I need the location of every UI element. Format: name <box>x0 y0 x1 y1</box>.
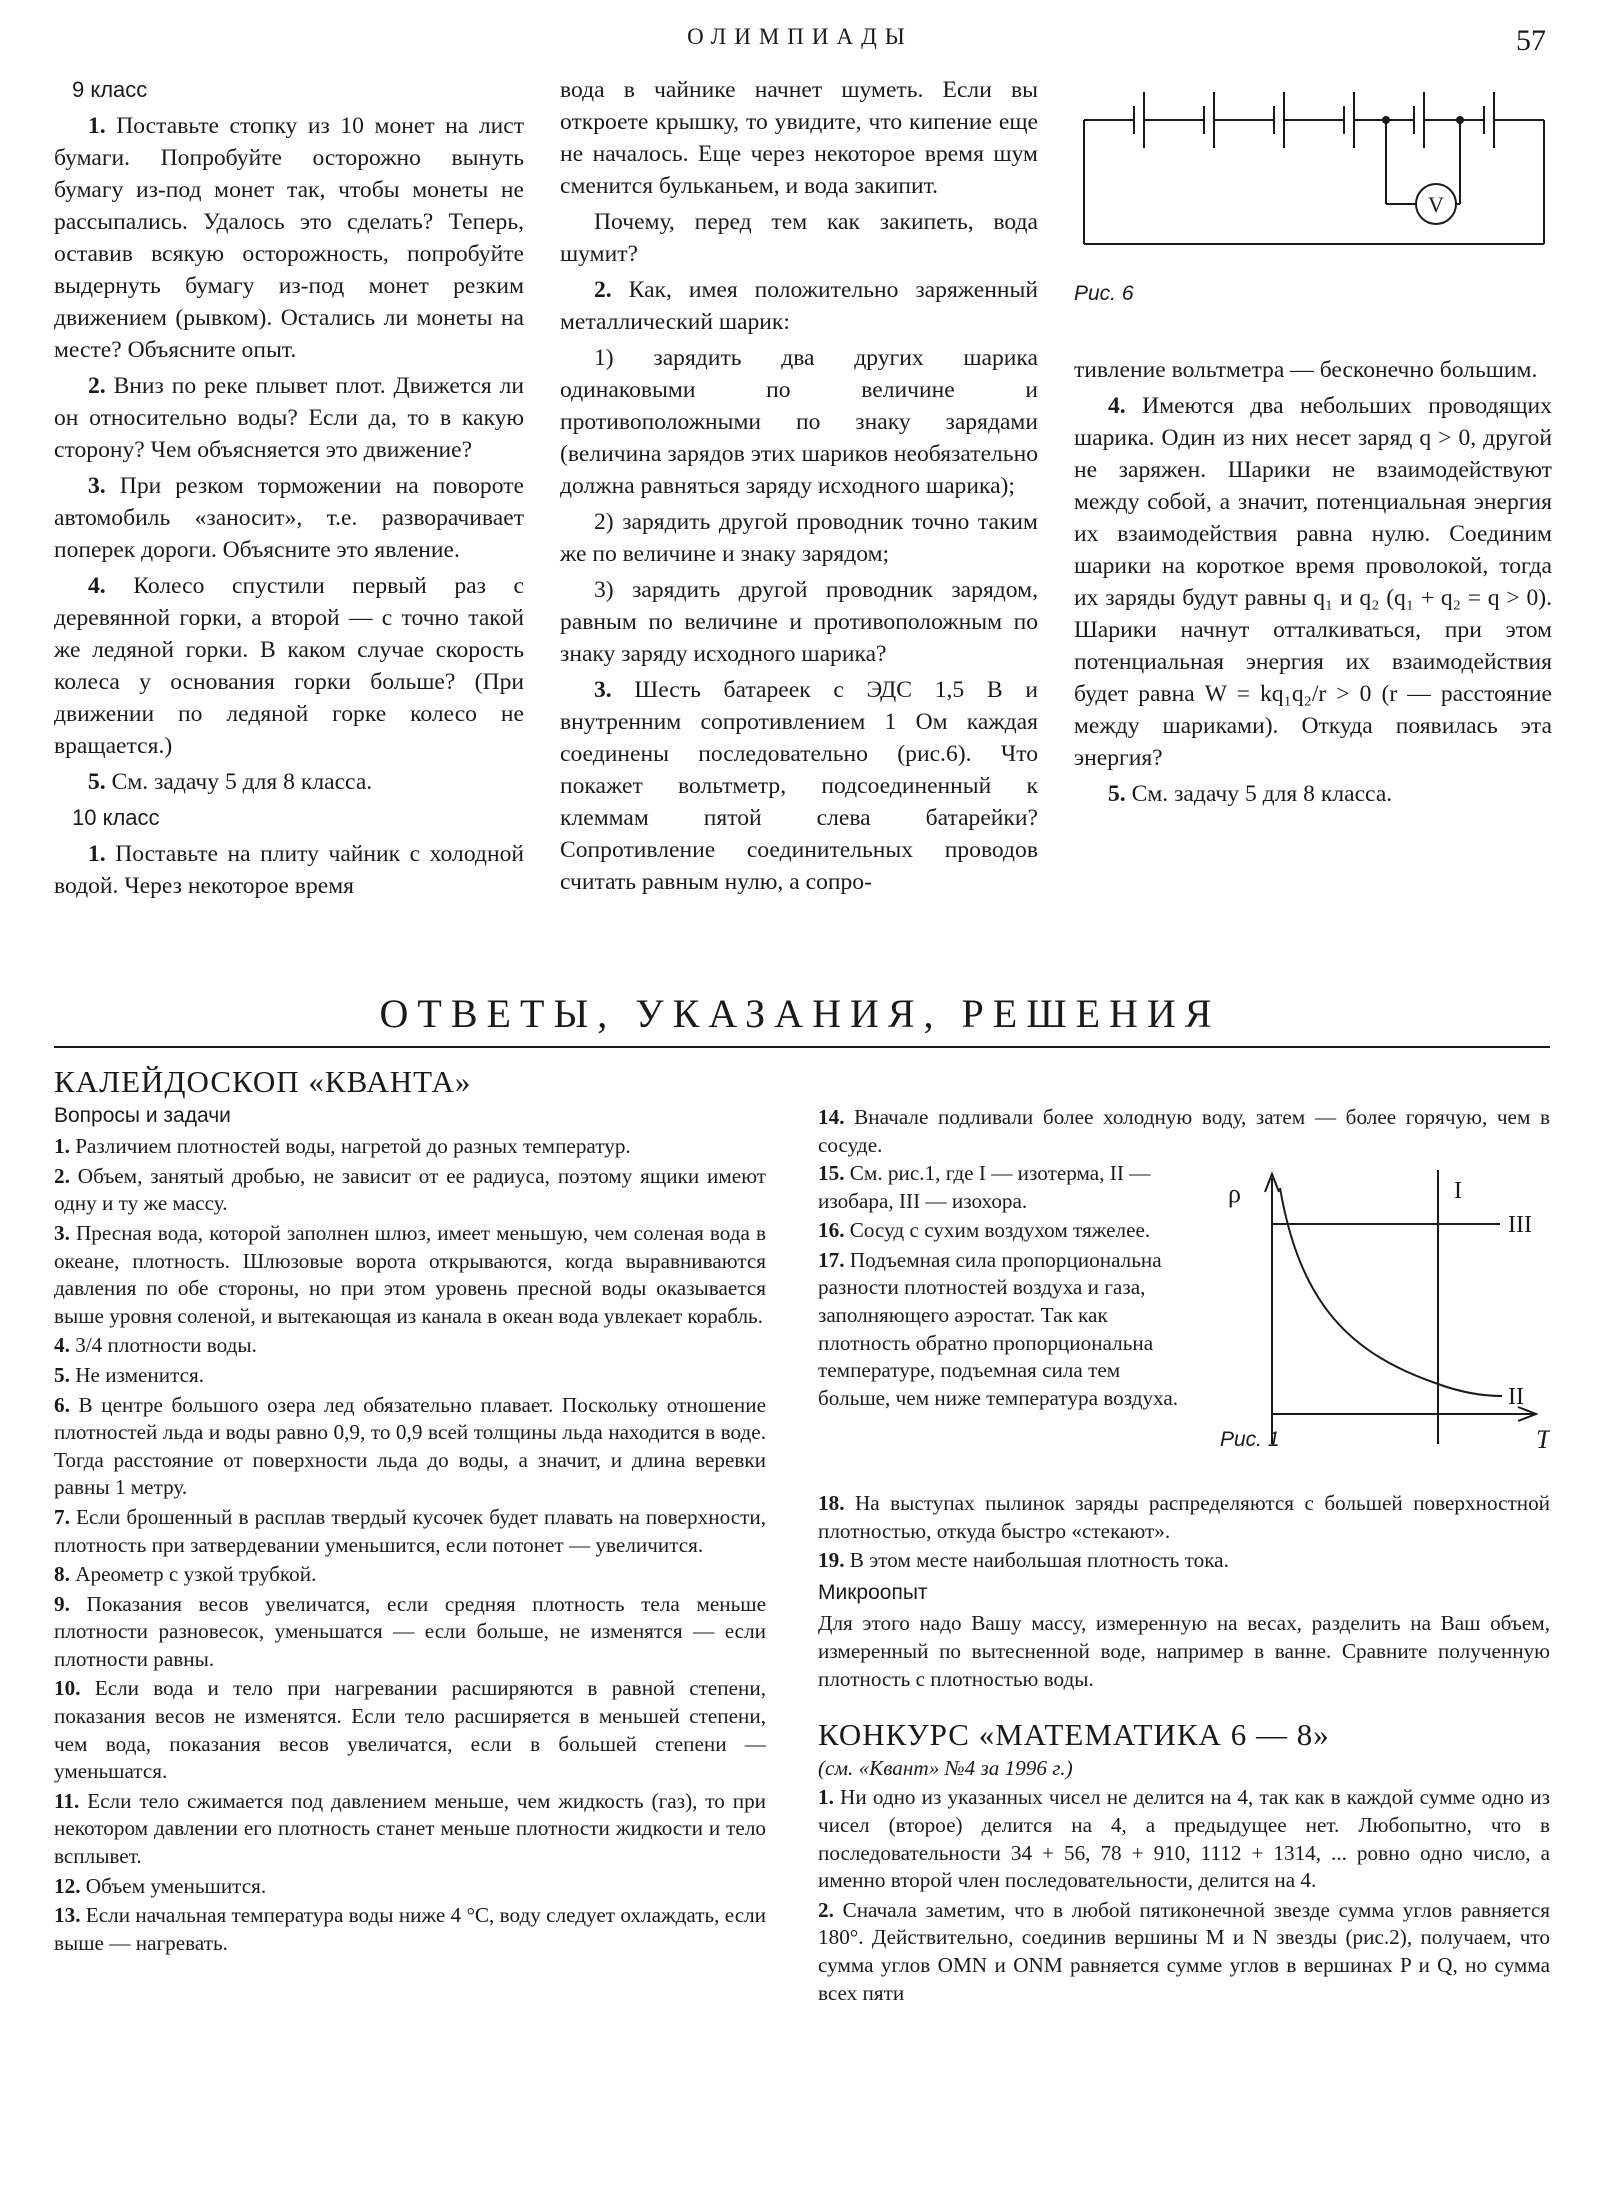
circuit-diagram <box>1074 74 1554 254</box>
problem-10-1-question: Почему, перед тем как закипеть, вода шумит? <box>560 209 1038 267</box>
answer-1: 1. Различием плотностей воды, нагретой до разных температур. <box>54 1134 631 1159</box>
figure-1-caption: Рис. 1 <box>1220 1428 1280 1451</box>
problem-9-4: 4. Колесо спустили первый раз с деревянной горки, а второй — с точно такой же ледяной горки. В каком случае скорость колеса у основания горки больше? (При движении по ледяной горке колесо не вращается.) <box>54 573 524 759</box>
voltmeter-label: V <box>1428 192 1444 217</box>
answer-6: 6. В центре большого озера лед обязательно плавает. Поскольку отношение плотностей льда и воды равно 0,9, то 0,9 всей толщины льда находится в воде. Тогда расстояние от поверхности льда до воды, а значит, и длина веревки равны 1 метру. <box>54 1392 766 1500</box>
contest-answer-2: 2. Сначала заметим, что в любой пятиконечной звезде сумма углов равняется 180°. Действительно, соединив вершины M и N звезды (рис.2), получаем, что сумма углов OMN и ONM равняется сумме углов в вершинах P и Q, но сумма всех пяти <box>818 1897 1551 2005</box>
problem-9-5: 5. См. задачу 5 для 8 класса. <box>88 769 373 795</box>
answer-4: 4. 3/4 плотности воды. <box>54 1333 257 1358</box>
answer-11: 11. Если тело сжимается под давлением меньше, чем жидкость (газ), то при некотором давлении его плотность станет меньше плотности жидкости и тело всплывет. <box>54 1788 767 1869</box>
figure-6-caption: Рис. 6 <box>1074 282 1134 305</box>
section-divider <box>54 1046 1550 1048</box>
answers-column-2-bottom <box>818 1490 1550 2009</box>
running-header: ОЛИМПИАДЫ <box>687 24 913 49</box>
kaleidoscope-title: КАЛЕЙДОСКОП «КВАНТА» <box>54 1064 472 1099</box>
problem-9-3: 3. При резком торможении на повороте автомобиль «заносит», т.е. разворачивает поперек дороги. Объясните это явление. <box>54 473 524 563</box>
curve-label-III: III <box>1508 1212 1532 1238</box>
x-axis-label: T <box>1536 1425 1550 1454</box>
answer-5: 5. Не изменится. <box>54 1362 205 1387</box>
answers-column-1 <box>54 1064 767 1959</box>
contest-reference: (см. «Квант» №4 за 1996 г.) <box>818 1755 1073 1780</box>
answer-9: 9. Показания весов увеличатся, если средняя плотность тела меньше плотности разновесок, уменьшатся — если больше, не изменятся — если плотности равны. <box>54 1591 766 1671</box>
problem-9-1: 1. Поставьте стопку из 10 монет на лист бумаги. Попробуйте осторожно вынуть бумагу из-под монет так, чтобы монеты не рассыпались. Удалось это сделать? Теперь, оставив всякую осторожность, попробуйте выдернуть бумагу из-под монет резким движением (рывком). Остались ли монеты на месте? Объясните опыт. <box>54 113 524 363</box>
answer-17: 17. Подъемная сила пропорциональна разности плотностей воздуха и газа, заполняющего аэростат. Так как плотность обратно пропорциональна температуре, подъемная сила тем больше, чем ниже температура воздуха. <box>818 1247 1179 1410</box>
curve-label-II: II <box>1508 1384 1524 1410</box>
problem-10-3: 3. Шесть батареек с ЭДС 1,5 В и внутренним сопротивлением 1 Ом каждая соединены последовательно (рис.6). Что покажет вольтметр, подсоединенный к клеммам пятой слева батарейки? Сопротивление соединительных проводов считать равным нулю, а сопро- <box>560 677 1038 895</box>
contest-answer-1: 1. Ни одно из указанных чисел не делится на 4, так как в каждой сумме одно из чисел (второе) делится на 4, а предыдущее нет. Любопытно, что в последовательности 34 + 56, 78 + 910, 1112 + 1314, ... ровно одно число, а именно второй член последовательности, делится на 4. <box>818 1785 1551 1893</box>
figure-1 <box>1210 1164 1550 1454</box>
answer-2: 2. Объем, занятый дробью, не зависит от ее радиуса, поэтому ящики имеют одну и ту же массу. <box>54 1163 767 1216</box>
questions-title: Вопросы и задачи <box>54 1103 231 1127</box>
problem-10-1-cont: вода в чайнике начнет шуметь. Если вы откроете крышку, то увидите, что кипение еще не началось. Еще через некоторое время шум сменится бульканьем, и вода закипит. <box>560 77 1038 199</box>
grade-10-title: 10 класс <box>72 805 160 830</box>
answers-column-2-narrow <box>818 1160 1190 1414</box>
answer-12: 12. Объем уменьшится. <box>54 1873 267 1898</box>
problem-10-4: 4. Имеются два небольших проводящих шарика. Один из них несет заряд q > 0, другой не заряжен. Шарики не взаимодействуют между собой, а значит, потенциальная энергия их взаимодействия равна нулю. Соединим шарики на короткое время проволокой, тогда их заряды будут равны q₁ и q₂ (q₁ + q₂ = q > 0). Шарики начнут отталкиваться, при этом потенциальная энергия их взаимодействия будет равна W = kq₁q₂/r > 0 (r — расстояние между шариками). Откуда появилась эта энергия? <box>1074 393 1552 771</box>
olympiad-column-3 <box>1074 354 1552 814</box>
microexp-text: Для этого надо Вашу массу, измеренную на весах, разделить на Ваш объем, измеренный по вытесненной воде, например в ванне. Сравните полученную плотность с плотностью воды. <box>818 1611 1550 1691</box>
answer-18: 18. На выступах пылинок заряды распределяются с большей поверхностной плотностью, откуда быстро «стекают». <box>818 1491 1551 1543</box>
page-number: 57 <box>1516 24 1546 57</box>
y-axis-label: ρ <box>1228 1179 1241 1208</box>
problem-10-2-item-1: 1) зарядить два других шарика одинаковыми по величине и противоположными по знаку зарядами (величина зарядов этих шариков необязательно должна равняться заряду исходного шарика); <box>560 345 1038 499</box>
contest-title: КОНКУРС «МАТЕМАТИКА 6 — 8» <box>818 1717 1330 1753</box>
answers-section-title: ОТВЕТЫ, УКАЗАНИЯ, РЕШЕНИЯ <box>379 991 1221 1036</box>
problem-9-2: 2. Вниз по реке плывет плот. Движется ли он относительно воды? Если да, то в какую сторону? Чем объясняется это движение? <box>54 373 524 463</box>
answer-7: 7. Если брошенный в расплав твердый кусочек будет плавать на поверхности, плотность при затвердевании уменьшится, если потонет — увеличится. <box>54 1504 767 1557</box>
answer-14: 14. Вначале подливали более холодную воду, затем — более горячую, чем в сосуде. <box>818 1105 1551 1157</box>
problem-10-2: 2. Как, имея положительно заряженный металлический шарик: <box>560 277 1038 335</box>
figure-6 <box>1074 74 1554 254</box>
answer-3: 3. Пресная вода, которой заполнен шлюз, имеет меньшую, чем соленая вода в океане, плотность. Шлюзовые ворота открываются, когда выравниваются давления по обе стороны, но при этом уровень пресной воды оказывается выше уровня соленой, и вытекающая из канала в океан вода увлекает корабль. <box>54 1220 767 1328</box>
answer-19: 19. В этом месте наибольшая плотность тока. <box>818 1548 1229 1573</box>
problem-10-2-item-2: 2) зарядить другой проводник точно таким же по величине и знаку зарядом; <box>560 509 1038 567</box>
problem-10-1-start: 1. Поставьте на плиту чайник с холодной водой. Через некоторое время <box>54 841 524 899</box>
answer-10: 10. Если вода и тело при нагревании расширяются в равной степени, показания весов не изменятся. Если тело расширяется в меньшей степени, чем вода, показания весов увеличатся, если в большей степени — уменьшатся. <box>54 1676 766 1784</box>
microexp-title: Микроопыт <box>818 1580 928 1604</box>
problem-10-5: 5. См. задачу 5 для 8 класса. <box>1108 781 1393 807</box>
olympiad-column-1 <box>54 74 524 906</box>
problem-10-3-cont: тивление вольтметра — бесконечно большим. <box>1074 357 1538 383</box>
answer-15: 15. См. рис.1, где I — изотерма, II — изобара, III — изохора. <box>818 1161 1151 1213</box>
answer-13: 13. Если начальная температура воды ниже 4 °С, воду следует охлаждать, если выше — нагревать. <box>54 1903 767 1955</box>
answer-8: 8. Ареометр с узкой трубкой. <box>54 1562 317 1587</box>
answer-16: 16. Сосуд с сухим воздухом тяжелее. <box>818 1218 1151 1243</box>
problem-10-2-item-3: 3) зарядить другой проводник зарядом, равным по величине и противоположным по знаку заряду исходного шарика? <box>560 577 1038 667</box>
answers-column-2-top <box>818 1104 1550 1161</box>
curve-label-I: I <box>1454 1178 1462 1204</box>
density-temperature-graph <box>1210 1164 1550 1454</box>
olympiad-column-2 <box>560 74 1038 902</box>
grade-9-title: 9 класс <box>72 77 148 102</box>
